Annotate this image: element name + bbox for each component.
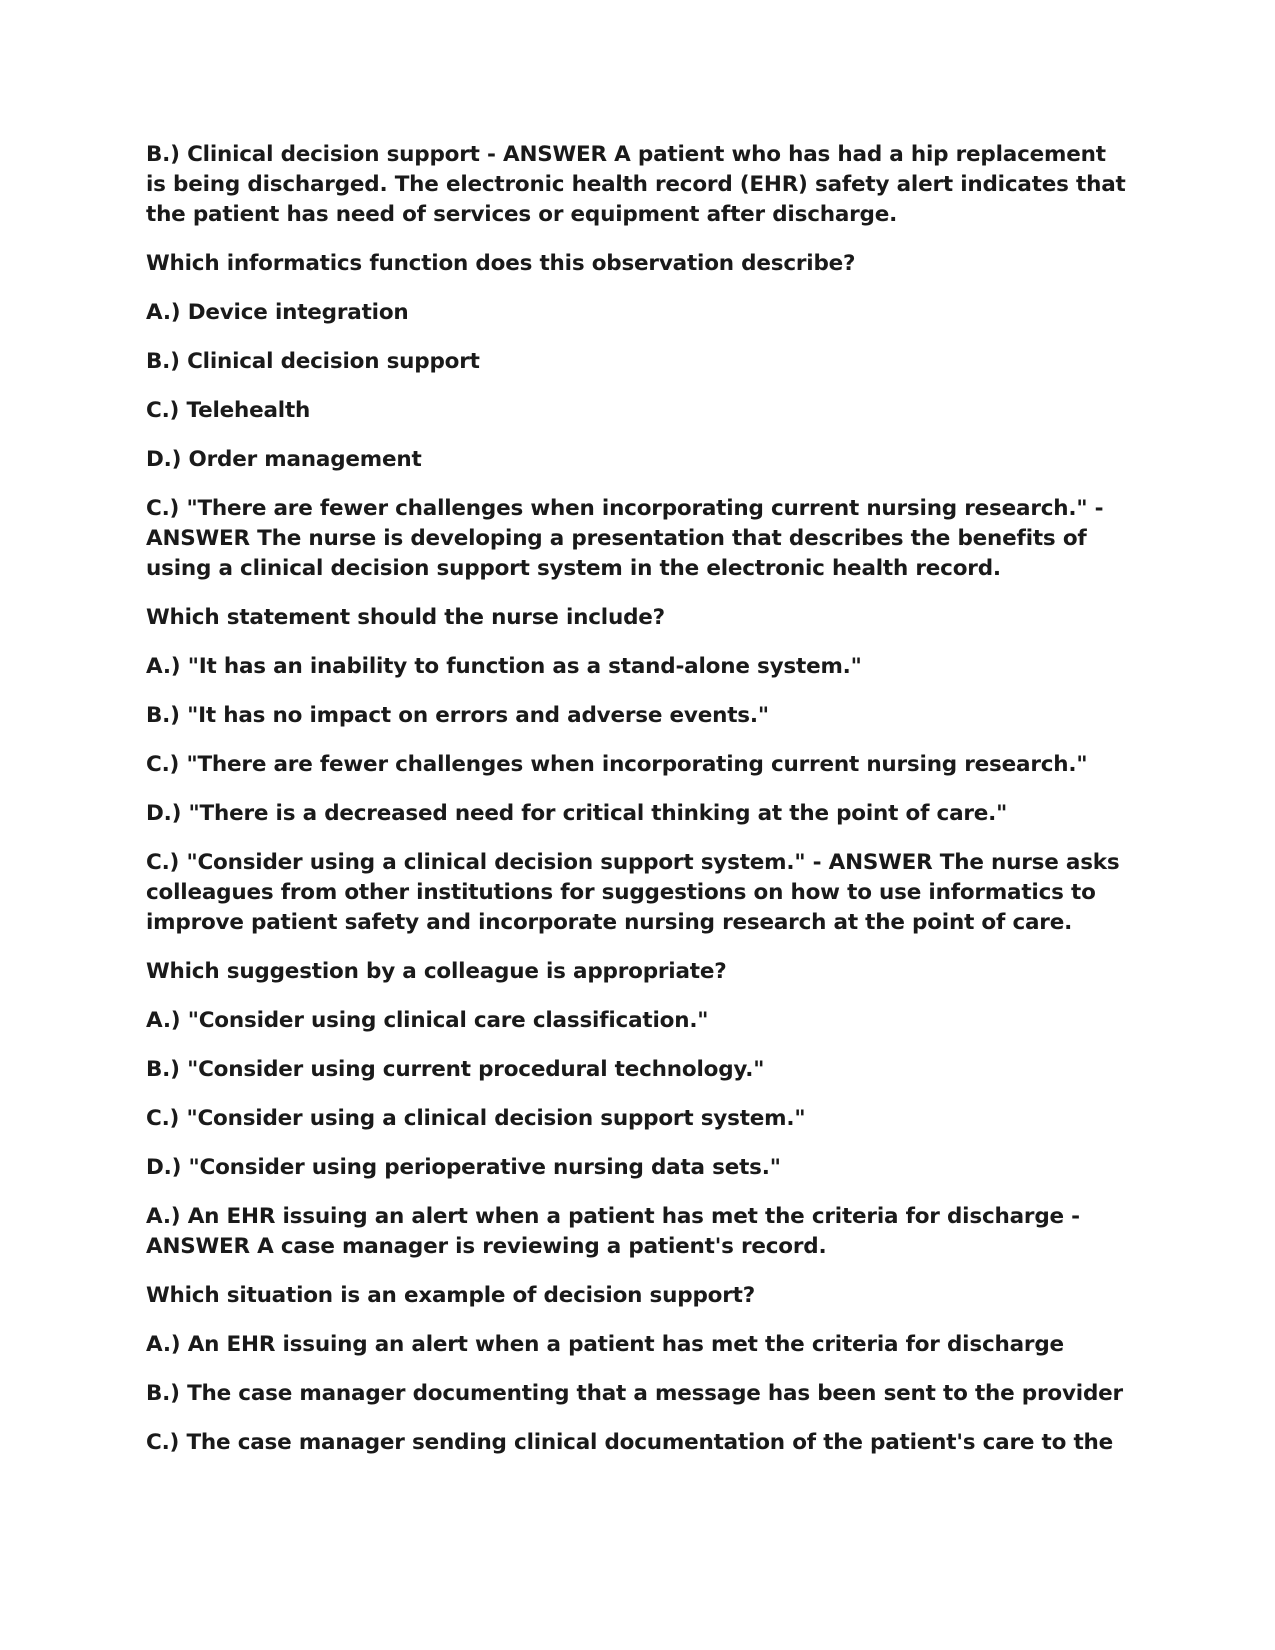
- option-b: B.) "It has no impact on errors and adverse events.": [146, 703, 769, 728]
- answer-paragraph: B.) Clinical decision support - ANSWER A patient who has had a hip replacement is being discharged. The electronic health record (EHR) safety alert indicates that the patient has need of services or equipment after discharge.: [146, 142, 1126, 227]
- option-d: D.) "There is a decreased need for critical thinking at the point of care.": [146, 801, 1008, 826]
- option-a: A.) Device integration: [146, 300, 409, 325]
- option-c: C.) "There are fewer challenges when incorporating current nursing research.": [146, 752, 1088, 777]
- option-b: B.) "Consider using current procedural technology.": [146, 1057, 765, 1082]
- answer-paragraph: C.) "Consider using a clinical decision support system." - ANSWER The nurse asks colleagues from other institutions for suggestions on how to use informatics to improve patient safety and incorporate nursing research at the point of care.: [146, 850, 1120, 935]
- answer-paragraph: C.) "There are fewer challenges when incorporating current nursing research." - ANSWER The nurse is developing a presentation that describes the benefits of using a clinical decision support system in the electronic health record.: [146, 496, 1104, 581]
- question-text: Which statement should the nurse include?: [146, 605, 665, 630]
- option-c: C.) "Consider using a clinical decision support system.": [146, 1106, 806, 1131]
- option-c: C.) The case manager sending clinical documentation of the patient's care to the: [146, 1430, 1114, 1455]
- option-d: D.) Order management: [146, 447, 422, 472]
- option-a: A.) An EHR issuing an alert when a patient has met the criteria for discharge: [146, 1332, 1064, 1357]
- option-a: A.) "Consider using clinical care classification.": [146, 1008, 709, 1033]
- question-text: Which informatics function does this observation describe?: [146, 251, 856, 276]
- option-d: D.) "Consider using perioperative nursing data sets.": [146, 1155, 781, 1180]
- option-c: C.) Telehealth: [146, 398, 311, 423]
- option-a: A.) "It has an inability to function as a stand-alone system.": [146, 654, 862, 679]
- document-body: [146, 140, 1126, 1477]
- option-b: B.) Clinical decision support: [146, 349, 480, 374]
- question-text: Which suggestion by a colleague is appropriate?: [146, 959, 727, 984]
- option-b: B.) The case manager documenting that a message has been sent to the provider: [146, 1381, 1123, 1406]
- answer-paragraph: A.) An EHR issuing an alert when a patient has met the criteria for discharge - ANSWER A case manager is reviewing a patient's record.: [146, 1204, 1080, 1259]
- question-text: Which situation is an example of decision support?: [146, 1283, 755, 1308]
